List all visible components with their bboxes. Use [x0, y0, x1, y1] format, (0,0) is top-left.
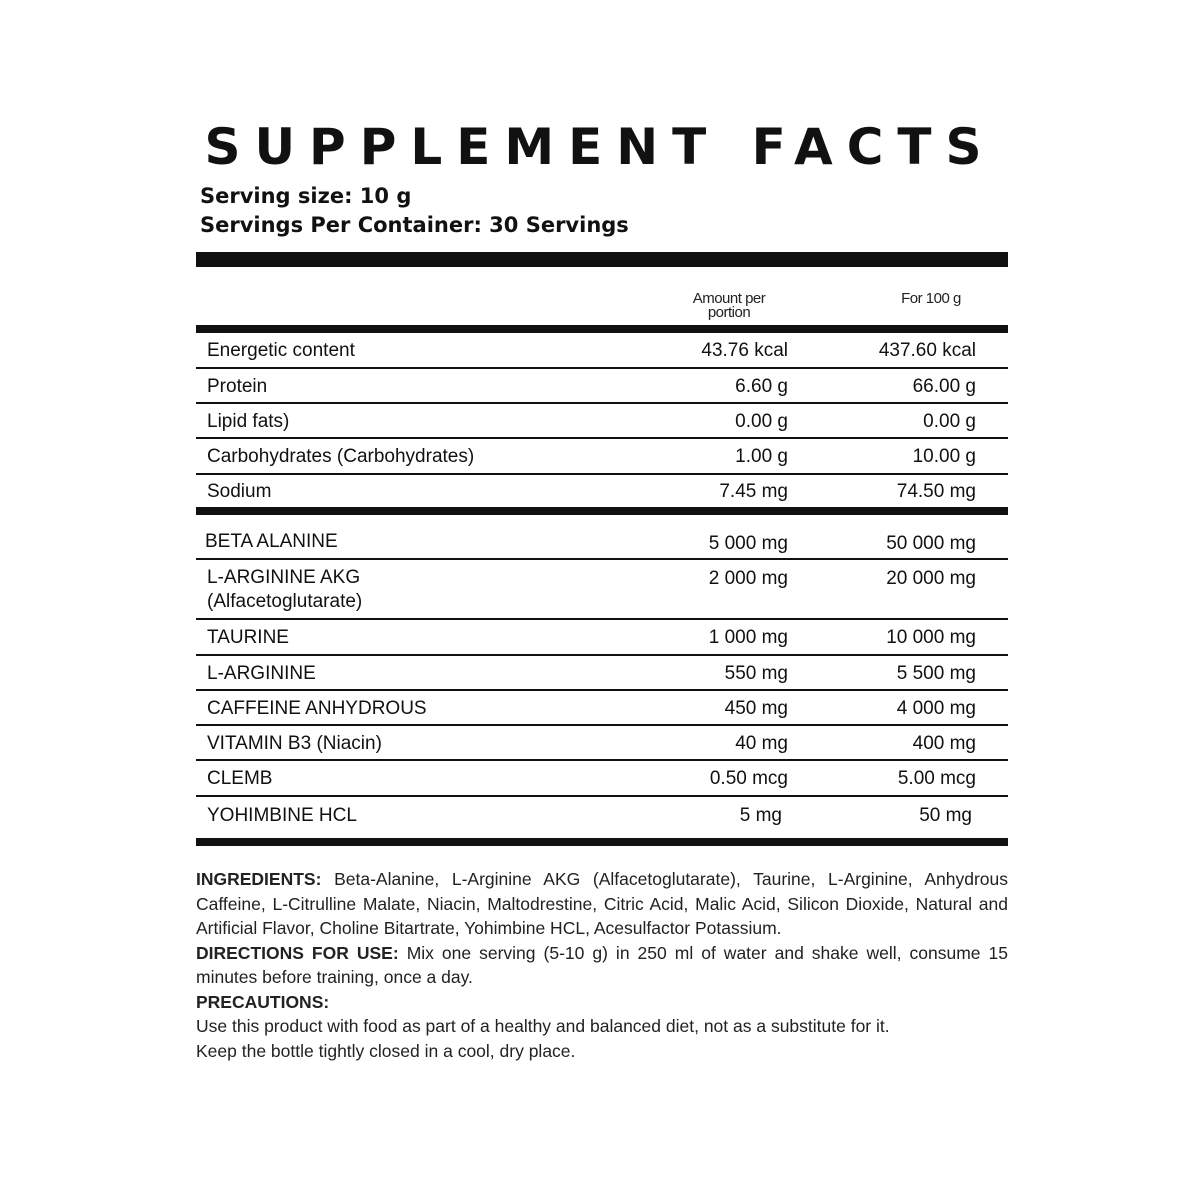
servings-per-container: [200, 213, 629, 237]
facts-table: [196, 252, 1008, 846]
table-row: [196, 761, 1008, 797]
row-name: Protein: [207, 376, 268, 397]
row-name: TAURINE: [207, 627, 289, 648]
directions-paragraph: [196, 941, 1008, 990]
row-portion: 1.00 g: [735, 446, 788, 467]
active-rows: [196, 515, 1008, 838]
serving-size: [200, 184, 411, 208]
row-per100: 4 000 mg: [896, 698, 976, 719]
row-per100: 400 mg: [912, 733, 976, 754]
column-header-portion: Amount per portion: [692, 290, 766, 321]
table-top-bar: [196, 252, 1008, 267]
row-portion: 0.00 g: [735, 411, 788, 432]
row-name: L-ARGININE: [207, 663, 316, 684]
column-header-per100: For 100 g: [901, 290, 961, 307]
row-name: Carbohydrates (Carbohydrates): [207, 446, 475, 467]
row-name: Lipid fats): [207, 411, 290, 432]
table-row: [196, 560, 1008, 620]
section-divider: [196, 507, 1008, 515]
serving-size-label: Serving size:: [200, 184, 353, 208]
precautions-line-1: Use this product with food as part of a healthy and balanced diet, not as a substitute for it.: [196, 1016, 890, 1036]
label-text: [196, 867, 1008, 1063]
row-portion: 5 000 mg: [708, 533, 788, 554]
row-name-line1: L-ARGININE AKG: [207, 567, 361, 588]
row-per100: 20 000 mg: [886, 568, 976, 589]
row-portion: 2 000 mg: [708, 568, 788, 589]
row-name: Energetic content: [207, 340, 355, 361]
row-portion: 450 mg: [724, 698, 788, 719]
row-per100: 0.00 g: [923, 411, 976, 432]
nutrition-rows: [196, 333, 1008, 507]
row-per100: 5 500 mg: [896, 663, 976, 684]
row-portion: 550 mg: [724, 663, 788, 684]
row-per100: 437.60 kcal: [878, 340, 976, 361]
row-portion: 1 000 mg: [708, 627, 788, 648]
table-row: [196, 620, 1008, 656]
row-name-line2: (Alfacetoglutarate): [207, 591, 363, 612]
table-row: [196, 333, 1008, 369]
row-portion: 5 mg: [739, 805, 782, 826]
precautions-heading: [196, 990, 1008, 1015]
row-per100: 10.00 g: [912, 446, 976, 467]
row-name: [207, 566, 362, 614]
directions-text: Mix one serving (5-10 g) in 250 ml of water and shake well, consume 15 minutes before training, once a day.: [196, 942, 1008, 987]
row-per100: 74.50 mg: [896, 481, 976, 502]
table-row: [196, 656, 1008, 691]
table-header: [196, 267, 1008, 325]
row-per100: 50 mg: [919, 805, 972, 826]
table-row: [196, 515, 1008, 560]
table-row: [196, 439, 1008, 475]
table-row: [196, 369, 1008, 404]
row-portion: 40 mg: [735, 733, 788, 754]
table-row: [196, 726, 1008, 761]
table-row: [196, 404, 1008, 439]
table-bottom-bar: [196, 838, 1008, 846]
row-per100: 66.00 g: [912, 376, 976, 397]
row-name: YOHIMBINE HCL: [207, 805, 357, 826]
row-portion: 0.50 mcg: [709, 768, 788, 789]
row-name: VITAMIN B3 (Niacin): [207, 733, 382, 754]
row-name: CAFFEINE ANHYDROUS: [207, 698, 427, 719]
ingredients-paragraph: [196, 867, 1008, 941]
directions-label: DIRECTIONS FOR USE:: [196, 942, 399, 963]
row-name: Sodium: [207, 481, 272, 502]
table-row: [196, 691, 1008, 726]
table-row: [196, 475, 1008, 507]
header-divider: [196, 325, 1008, 333]
row-name: CLEMB: [207, 768, 273, 789]
servings-per-container-value: 30 Servings: [489, 213, 629, 237]
row-per100: 5.00 mcg: [897, 768, 976, 789]
row-per100: 10 000 mg: [886, 627, 976, 648]
page-title: SUPPLEMENT FACTS: [204, 118, 996, 176]
row-portion: 6.60 g: [735, 376, 788, 397]
ingredients-text: Beta-Alanine, L-Arginine AKG (Alfacetoglutarate), Taurine, L-Arginine, Anhydrous Caffeine, L-Citrulline Malate, Niacin, Maltodrestine, Citric Acid, Malic Acid, Silicon Dioxide, Natural and Artificial Flavor, Choline Bitartrate, Yohimbine HCL, Acesulfactor Potassium.: [196, 869, 1008, 938]
row-portion: 43.76 kcal: [701, 340, 788, 361]
ingredients-label: INGREDIENTS:: [196, 869, 322, 889]
serving-size-value: 10 g: [359, 184, 412, 208]
row-name: BETA ALANINE: [205, 531, 338, 552]
servings-per-container-label: Servings Per Container:: [200, 213, 482, 237]
row-per100: 50 000 mg: [886, 533, 976, 554]
precautions-label: PRECAUTIONS:: [196, 991, 330, 1012]
row-portion: 7.45 mg: [719, 481, 788, 502]
table-row: [196, 797, 1008, 838]
precautions-line-2: Keep the bottle tightly closed in a cool, dry place.: [196, 1040, 576, 1061]
